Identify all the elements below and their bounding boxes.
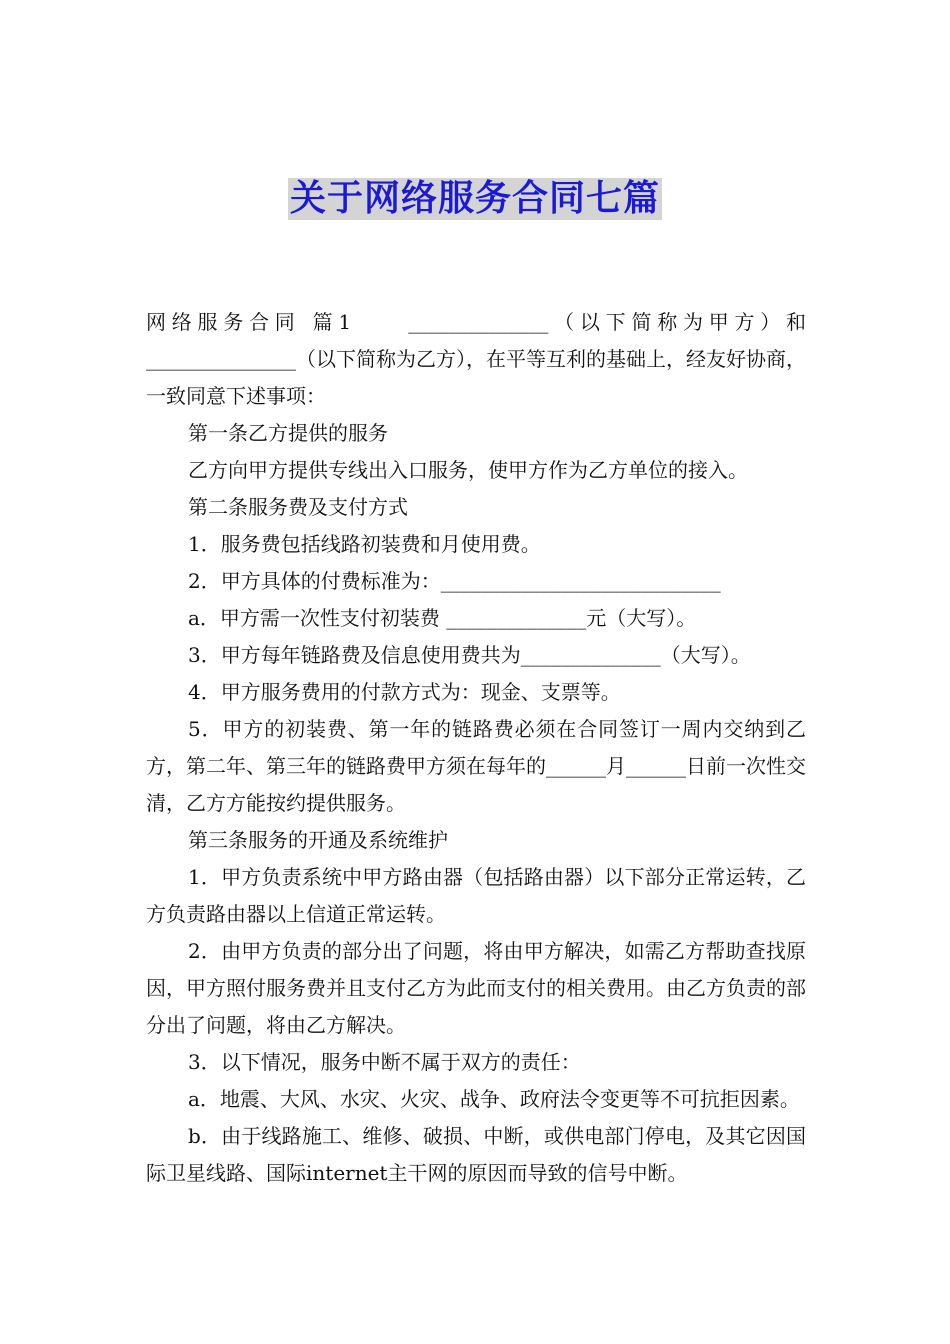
clause-maint-2: 2．由甲方负责的部分出了问题，将由甲方解决，如需乙方帮助查找原因，甲方照付服务费并且支付乙方为此而支付的相关费用。由乙方负责的部分出了问题，将由乙方解决。 xyxy=(146,939,806,1037)
clause-fee-4: 4．甲方服务费用的付款方式为：现金、支票等。 xyxy=(188,680,621,704)
clause-fee-2: 2．甲方具体的付费标准为：____________________________ xyxy=(188,569,721,593)
clause-fee-a: a．甲方需一次性支付初装费 ______________元（大写）。 xyxy=(188,606,697,630)
clause-maint-a: a．地震、大风、水灾、火灾、战争、政府法令变更等不可抗拒因素。 xyxy=(188,1087,800,1111)
title-wrapper xyxy=(0,178,950,220)
document-title: 关于网络服务合同七篇 xyxy=(289,178,660,219)
document-body xyxy=(146,304,806,1192)
clause-maint-b: b．由于线路施工、维修、破损、中断，或供电部门停电，及其它因国际卫星线路、国际internet主干网的原因而导致的信号中断。 xyxy=(146,1124,806,1185)
clause-maint-3: 3．以下情况，服务中断不属于双方的责任： xyxy=(188,1050,581,1074)
paragraph-service: 乙方向甲方提供专线出入口服务，使甲方作为乙方单位的接入。 xyxy=(188,458,748,482)
clause-fee-1: 1．服务费包括线路初装费和月使用费。 xyxy=(188,532,541,556)
clause-fee-3: 3．甲方每年链路费及信息使用费共为______________（大写）。 xyxy=(188,643,751,667)
section-heading-3: 第三条服务的开通及系统维护 xyxy=(188,828,448,852)
section-heading-2: 第二条服务费及支付方式 xyxy=(188,495,408,519)
section-heading-1: 第一条乙方提供的服务 xyxy=(188,421,388,445)
clause-fee-5: 5．甲方的初装费、第一年的链路费必须在合同签订一周内交纳到乙方，第二年、第三年的链路费甲方须在每年的______月______日前一次性交清，乙方方能按约提供服务。 xyxy=(146,717,806,815)
paragraph-intro: 网络服务合同 篇1 ______________（以下简称为甲方）和_______________（以下简称为乙方），在平等互利的基础上，经友好协商，一致同意下述事项： xyxy=(146,310,806,408)
clause-maint-1: 1．甲方负责系统中甲方路由器（包括路由器）以下部分正常运转，乙方负责路由器以上信道正常运转。 xyxy=(146,865,806,926)
